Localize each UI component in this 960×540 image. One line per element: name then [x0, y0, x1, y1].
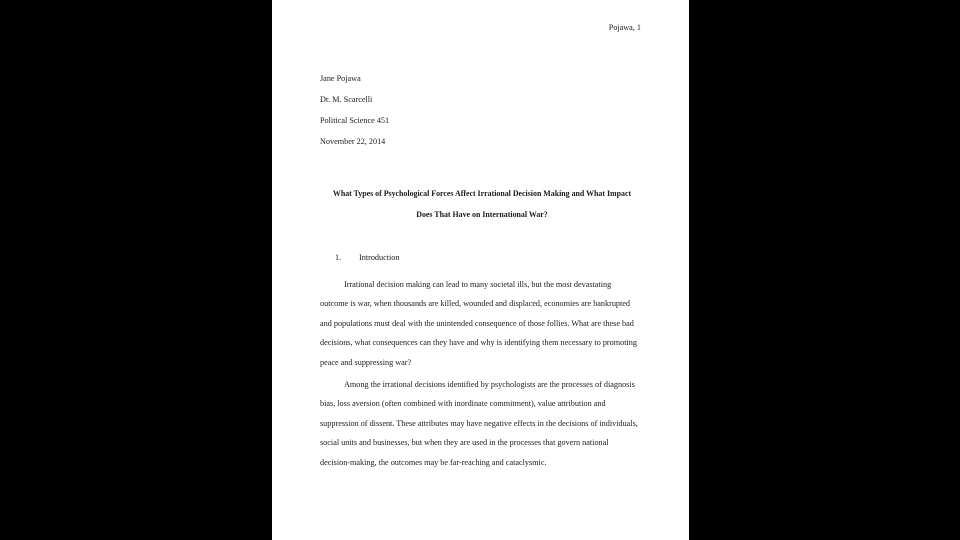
- paragraph-line: peace and suppressing war?: [320, 357, 412, 367]
- title-line: What Types of Psychological Forces Affect Irrational Decision Making and What Impact: [332, 189, 632, 198]
- paragraph-line: decisions, what consequences can they have and why is identifying them necessary to promoting: [320, 338, 637, 348]
- paragraph-line: suppression of dissent. These attributes may have negative effects in the decisions of individuals,: [320, 418, 638, 428]
- paragraph: [320, 279, 642, 376]
- heading-block: [320, 73, 650, 157]
- paper-title: [312, 183, 652, 225]
- paragraph: [320, 379, 642, 476]
- document-page: [272, 0, 689, 540]
- paragraph-line: social units and businesses, but when they are used in the processes that govern national: [320, 438, 609, 448]
- paragraph-line: Among the irrational decisions identified by psychologists are the processes of diagnosis: [344, 380, 635, 389]
- instructor-name: Dr. M. Scarcelli: [320, 95, 373, 104]
- paragraph-line: decision-making, the outcomes may be far-reaching and cataclysmic.: [320, 457, 547, 467]
- paragraph-line: Irrational decision making can lead to many societal ills, but the most devastating: [344, 280, 612, 289]
- document-date: November 22, 2014: [320, 137, 386, 146]
- title-line: Does That Have on International War?: [416, 210, 548, 219]
- paragraph-line: and populations must deal with the unintended consequence of those follies. What are these bad: [320, 318, 634, 328]
- section-number: 1.: [335, 253, 342, 262]
- paragraph-line: bias, loss aversion (often combined with inordinate commitment), value attribution and: [320, 399, 606, 409]
- section-title: Introduction: [359, 253, 400, 262]
- section-heading: [335, 253, 399, 262]
- running-header: Pojawa, 1: [608, 23, 641, 32]
- author-name: Jane Pojawa: [320, 74, 361, 83]
- course-name: Political Science 451: [320, 116, 390, 125]
- paragraph-line: outcome is war, when thousands are killed, wounded and displaced, economies are bankrupted: [320, 299, 631, 309]
